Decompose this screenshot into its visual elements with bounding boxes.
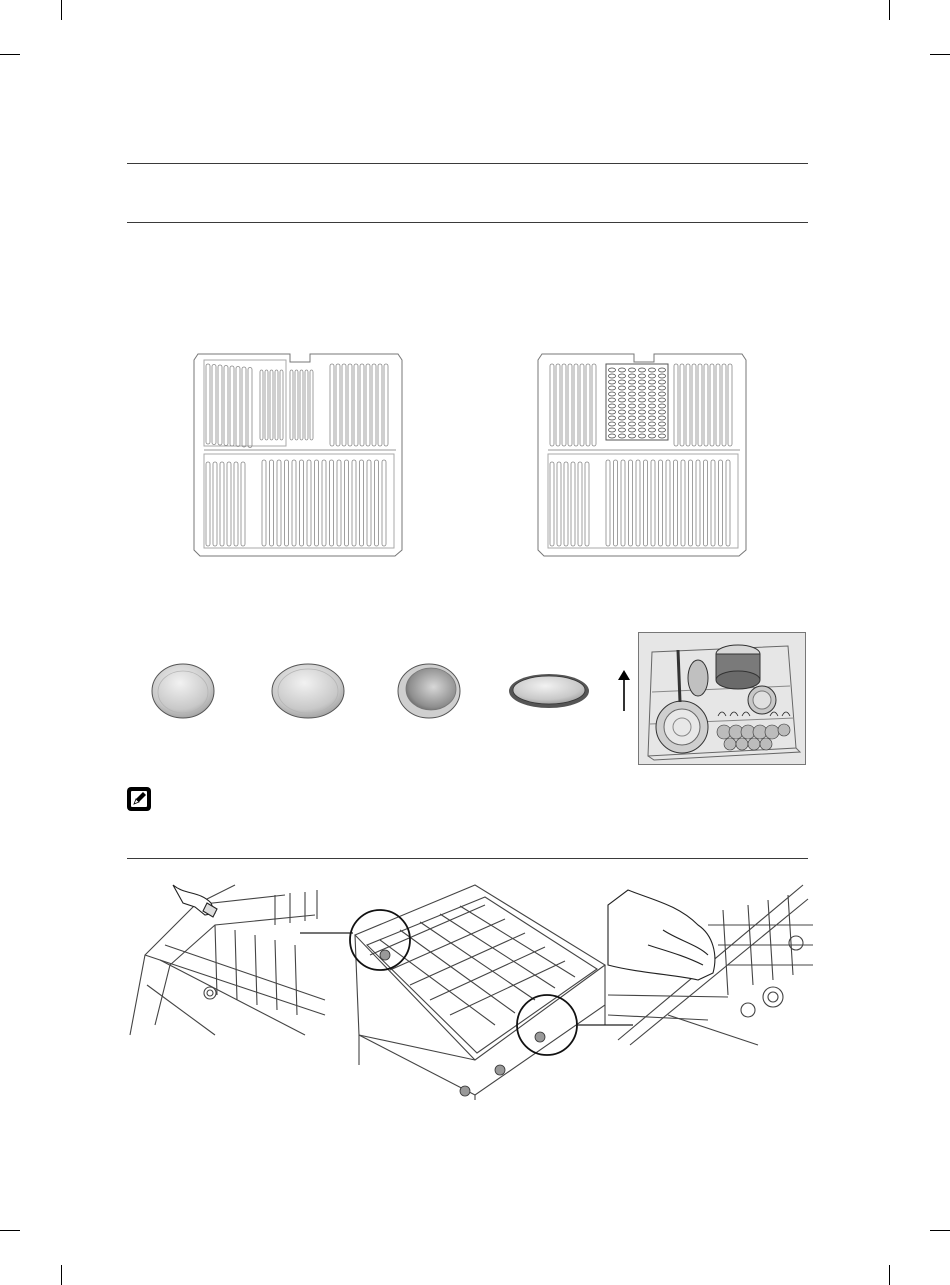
plate-flat-icon-1	[150, 662, 216, 720]
crop-mark-bottom-left-v	[61, 1265, 62, 1285]
section-rule-top	[127, 163, 808, 164]
section-rule-third	[127, 858, 808, 859]
crop-mark-top-right-v	[889, 0, 890, 20]
rack-layout-plates	[190, 350, 405, 560]
loaded-rack-photo	[638, 632, 806, 765]
crop-mark-bottom-right-v	[889, 1265, 890, 1285]
bowl-icon	[396, 662, 462, 720]
rack-layout-with-tray	[534, 350, 749, 560]
crop-mark-top-right-h	[930, 54, 950, 55]
crop-mark-bottom-right-h	[930, 1230, 950, 1231]
plate-flat-icon-2	[270, 662, 346, 720]
oval-platter-icon	[507, 672, 591, 710]
section-rule-second	[127, 222, 808, 223]
up-arrow-icon	[617, 670, 631, 712]
rack-removal-step-2	[608, 885, 813, 1045]
crop-mark-top-left-v	[61, 0, 62, 20]
rack-removal-step-1	[125, 885, 325, 1035]
lower-rack-overview	[345, 885, 610, 1100]
crop-mark-bottom-left-h	[0, 1230, 20, 1231]
note-pencil-icon	[126, 786, 152, 812]
crop-mark-top-left-h	[0, 54, 20, 55]
